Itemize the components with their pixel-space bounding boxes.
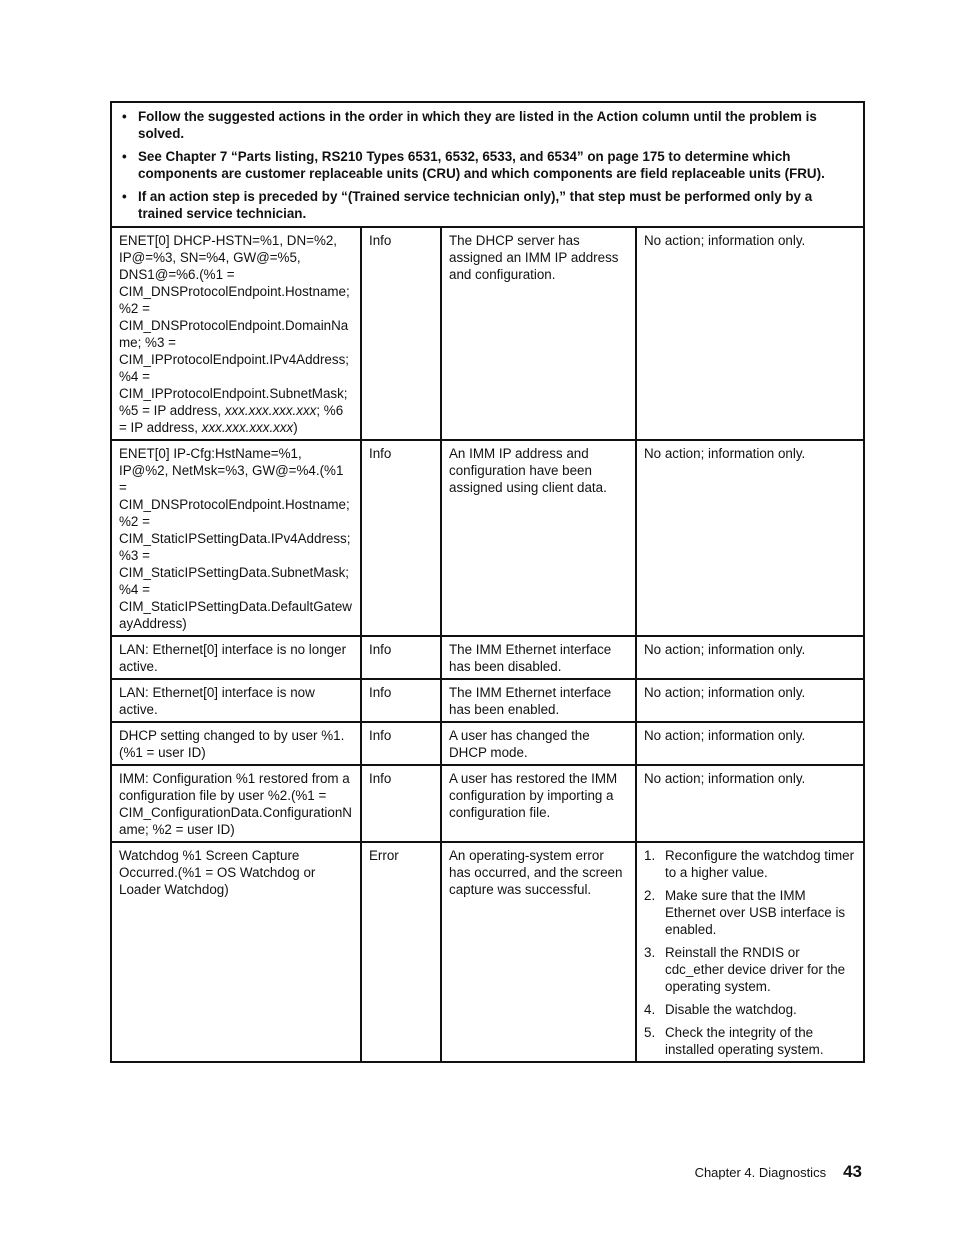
event-description: An operating-system error has occurred, and the screen capture was successful. (441, 842, 636, 1062)
header-note: • Follow the suggested actions in the order in which they are listed in the Action column until the problem is solved. (120, 108, 855, 142)
action-step (644, 1024, 856, 1058)
event-severity: Info (361, 722, 441, 765)
action-step-text: Make sure that the IMM Ethernet over USB interface is enabled. (665, 888, 846, 937)
action-step-number: 1. (644, 848, 656, 863)
page-footer (695, 1162, 862, 1182)
event-log-table (110, 101, 865, 1063)
event-severity: Info (361, 227, 441, 440)
event-action: No action; information only. (636, 679, 864, 722)
event-message: LAN: Ethernet[0] interface is no longer active. (111, 636, 361, 679)
event-description: The DHCP server has assigned an IMM IP address and configuration. (441, 227, 636, 440)
event-description: A user has restored the IMM configuration by importing a configuration file. (441, 765, 636, 842)
event-severity: Info (361, 679, 441, 722)
event-message: Watchdog %1 Screen Capture Occurred.(%1 = OS Watchdog or Loader Watchdog) (111, 842, 361, 1062)
action-steps-list (644, 847, 856, 1058)
event-row (111, 765, 864, 842)
event-action: No action; information only. (636, 440, 864, 636)
event-row (111, 227, 864, 440)
footer-chapter-title: Chapter 4. Diagnostics (694, 1165, 827, 1180)
event-row (111, 842, 864, 1062)
event-description: The IMM Ethernet interface has been disabled. (441, 636, 636, 679)
event-description: The IMM Ethernet interface has been enabled. (441, 679, 636, 722)
event-message: IMM: Configuration %1 restored from a configuration file by user %2.(%1 = CIM_ConfigurationData.ConfigurationName; %2 = user ID) (111, 765, 361, 842)
event-severity: Info (361, 440, 441, 636)
event-action (636, 842, 864, 1062)
event-row (111, 722, 864, 765)
action-step-text: Check the integrity of the installed operating system. (665, 1025, 824, 1057)
action-step-number: 4. (644, 1002, 656, 1017)
event-log-table-body (111, 102, 864, 1062)
event-description: An IMM IP address and configuration have been assigned using client data. (441, 440, 636, 636)
event-message: ENET[0] IP-Cfg:HstName=%1, IP@%2, NetMsk=%3, GW@=%4.(%1 = CIM_DNSProtocolEndpoint.Hostname; %2 = CIM_StaticIPSettingData.IPv4Address; %3 = CIM_StaticIPSettingData.SubnetMask; %4 = CIM_StaticIPSettingData.DefaultGatewayAddress) (111, 440, 361, 636)
action-step (644, 847, 856, 881)
event-message: ENET[0] DHCP-HSTN=%1, DN=%2, IP@=%3, SN=%4, GW@=%5, DNS1@=%6.(%1 = CIM_DNSProtocolEndpoint.Hostname; %2 = CIM_DNSProtocolEndpoint.DomainName; %3 = CIM_IPProtocolEndpoint.IPv4Address; %4 = CIM_IPProtocolEndpoint.SubnetMask; %5 = IP address, xxx.xxx.xxx.xxx; %6 = IP address, xxx.xxx.xxx.xxx) (111, 227, 361, 440)
action-step (644, 944, 856, 995)
event-description: A user has changed the DHCP mode. (441, 722, 636, 765)
header-notes-list (120, 108, 855, 222)
event-row (111, 636, 864, 679)
page-number: 43 (843, 1162, 862, 1181)
action-step-text: Reinstall the RNDIS or cdc_ether device driver for the operating system. (665, 945, 846, 994)
event-action: No action; information only. (636, 227, 864, 440)
action-step (644, 1001, 856, 1018)
action-step-number: 2. (644, 888, 656, 903)
event-severity: Error (361, 842, 441, 1062)
event-row (111, 440, 864, 636)
action-step-number: 5. (644, 1025, 656, 1040)
header-note: • If an action step is preceded by “(Trained service technician only),” that step must be performed only by a trained service technician. (120, 188, 855, 222)
event-severity: Info (361, 636, 441, 679)
action-step-text: Disable the watchdog. (665, 1002, 797, 1017)
event-message: LAN: Ethernet[0] interface is now active. (111, 679, 361, 722)
action-step-text: Reconfigure the watchdog timer to a higher value. (665, 848, 855, 880)
event-action: No action; information only. (636, 722, 864, 765)
event-row (111, 679, 864, 722)
header-notes-row (111, 102, 864, 227)
action-step (644, 887, 856, 938)
event-severity: Info (361, 765, 441, 842)
event-message: DHCP setting changed to by user %1.(%1 = user ID) (111, 722, 361, 765)
event-action: No action; information only. (636, 636, 864, 679)
header-notes-cell (111, 102, 864, 227)
action-step-number: 3. (644, 945, 656, 960)
event-action: No action; information only. (636, 765, 864, 842)
header-note: • See Chapter 7 “Parts listing, RS210 Types 6531, 6532, 6533, and 6534” on page 175 to determine which components are customer replaceable units (CRU) and which components are field replaceable units (FRU). (120, 148, 855, 182)
